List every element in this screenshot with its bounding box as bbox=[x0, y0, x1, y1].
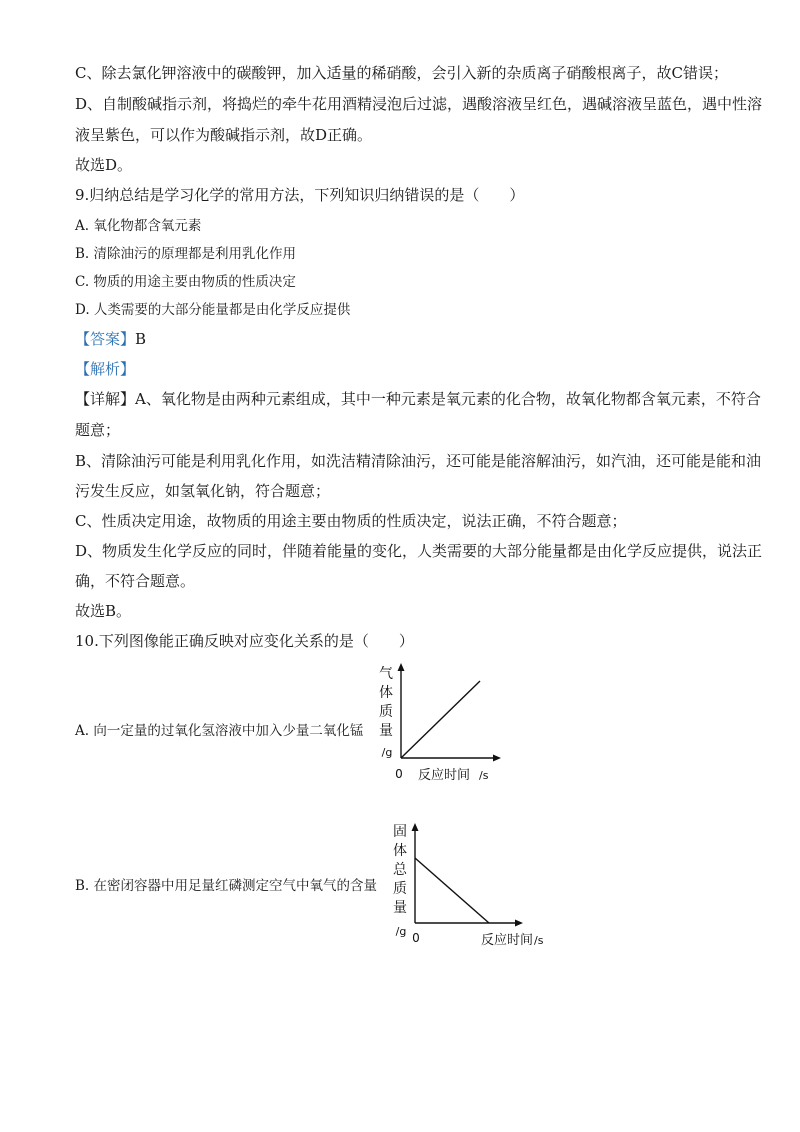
text-line: D、自制酸碱指示剂，将捣烂的牵牛花用酒精浸泡后过滤，遇酸溶液呈红色，遇碱溶液呈蓝色，遇中性溶 bbox=[75, 95, 763, 113]
question-10-stem: 10.下列图像能正确反映对应变化关系的是（ ） bbox=[75, 632, 414, 650]
graph-b-ylabel-char: 固 bbox=[393, 824, 407, 840]
graph-a-svg bbox=[370, 660, 510, 785]
graph-a-y-arrow bbox=[398, 663, 405, 671]
detail-line: 确，不符合题意。 bbox=[75, 572, 196, 590]
graph-b-ylabel-char: 总 bbox=[393, 862, 407, 878]
graph-b-xunit: /s bbox=[534, 934, 544, 947]
question-9-option-c: C. 物质的用途主要由物质的性质决定 bbox=[75, 274, 296, 290]
graph-b-origin: 0 bbox=[412, 931, 420, 945]
detail-line: 故选B。 bbox=[75, 602, 132, 620]
graph-b bbox=[390, 818, 550, 948]
graph-b-ylabel-char: 量 bbox=[393, 900, 407, 916]
graph-b-ylabel-char: 体 bbox=[393, 843, 407, 859]
graph-a-ylabel-char: 气 bbox=[379, 666, 393, 682]
detail-line: 污发生反应，如氢氧化钠，符合题意； bbox=[75, 482, 331, 500]
question-9-option-d: D. 人类需要的大部分能量都是由化学反应提供 bbox=[75, 302, 351, 318]
graph-b-ylabel-char: 质 bbox=[393, 881, 407, 897]
graph-b-y-arrow bbox=[412, 823, 419, 831]
graph-a-yunit: /g bbox=[381, 746, 393, 759]
graph-b-x-arrow bbox=[515, 920, 523, 927]
graph-a-ylabel-char: 质 bbox=[379, 704, 393, 720]
graph-b-svg bbox=[390, 818, 550, 948]
detail-line: B、清除油污可能是利用乳化作用，如洗洁精清除油污，还可能是能溶解油污，如汽油，还可能是能和油 bbox=[75, 452, 762, 470]
graph-a-data-line bbox=[401, 681, 480, 758]
detail-tag: 【详解】 bbox=[75, 390, 136, 408]
detail-text: A、氧化物是由两种元素组成，其中一种元素是氧元素的化合物，故氧化物都含氧元素，不符合 bbox=[135, 390, 761, 408]
question-10-option-b: B. 在密闭容器中用足量红磷测定空气中氧气的含量 bbox=[75, 878, 378, 894]
graph-b-xlabel: 反应时间 bbox=[480, 933, 534, 948]
detail-line: D、物质发生化学反应的同时，伴随着能量的变化，人类需要的大部分能量都是由化学反应提供，说法正 bbox=[75, 542, 763, 560]
detail-line bbox=[75, 389, 761, 409]
answer-value: B bbox=[135, 330, 147, 348]
answer-line bbox=[75, 329, 146, 349]
analysis-tag: 【解析】 bbox=[75, 360, 136, 378]
graph-b-data-line bbox=[415, 858, 489, 923]
question-9-option-b: B. 清除油污的原理都是利用乳化作用 bbox=[75, 246, 297, 262]
text-line: C、除去氯化钾溶液中的碳酸钾，加入适量的稀硝酸，会引入新的杂质离子硝酸根离子，故C错误； bbox=[75, 64, 728, 82]
detail-line: 题意； bbox=[75, 421, 121, 439]
graph-a bbox=[370, 660, 510, 785]
answer-tag: 【答案】 bbox=[75, 330, 136, 348]
text-line: 液呈紫色，可以作为酸碱指示剂，故D正确。 bbox=[75, 126, 373, 144]
question-9-stem: 9.归纳总结是学习化学的常用方法，下列知识归纳错误的是（ ） bbox=[75, 186, 525, 204]
question-9-option-a: A. 氧化物都含氧元素 bbox=[75, 218, 202, 234]
graph-a-ylabel-char: 量 bbox=[379, 723, 393, 739]
graph-a-ylabel-char: 体 bbox=[379, 685, 393, 701]
text-line: 故选D。 bbox=[75, 156, 133, 174]
detail-line: C、性质决定用途，故物质的用途主要由物质的性质决定，说法正确，不符合题意； bbox=[75, 512, 627, 530]
graph-a-xunit: /s bbox=[479, 769, 489, 782]
graph-a-x-arrow bbox=[493, 755, 501, 762]
question-10-option-a: A. 向一定量的过氧化氢溶液中加入少量二氧化锰 bbox=[75, 723, 364, 739]
graph-b-yunit: /g bbox=[395, 925, 407, 938]
graph-a-xlabel: 反应时间 bbox=[417, 768, 471, 783]
graph-a-origin: 0 bbox=[395, 767, 403, 781]
